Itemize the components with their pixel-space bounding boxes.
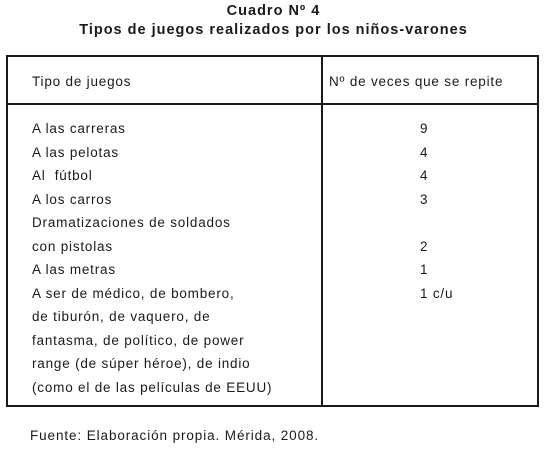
game-type-cell: A las carreras [32,121,126,136]
table-row [8,333,537,357]
table-row [8,356,537,380]
table-row [8,239,537,263]
table-title: Tipos de juegos realizados por los niños-varones [79,22,468,38]
header-repeat-count: Nº de veces que se repite [329,74,504,89]
game-type-cell: fantasma, de político, de power [32,332,245,348]
table-row [8,262,537,286]
count-cell: 3 [420,191,429,207]
count-cell: 4 [420,144,429,160]
game-type-cell: A los carros [32,191,113,207]
game-type-cell: Al fútbol [32,168,93,183]
count-cell: 1 c/u [420,285,454,301]
table-row [8,380,537,404]
table-row [8,145,537,169]
table-row [8,286,537,310]
games-table [6,55,539,407]
header-game-type: Tipo de juegos [32,74,132,89]
count-cell: 2 [420,238,429,254]
table-row [8,309,537,333]
table-row [8,215,537,239]
table-body [8,121,537,403]
table-row [8,192,537,216]
table-row [8,168,537,192]
count-cell: 1 [420,262,429,277]
game-type-cell: A las metras [32,262,116,277]
source-note: Fuente: Elaboración propia. Mérida, 2008. [30,428,320,443]
game-type-cell: Dramatizaciones de soldados [32,215,231,230]
game-type-cell: (como el de las películas de EEUU) [32,379,273,395]
game-type-cell: A ser de médico, de bombero, [32,285,235,301]
header-divider [8,103,537,105]
game-type-cell: con pistolas [32,238,113,254]
game-type-cell: range (de súper héroe), de indio [32,356,251,371]
count-cell: 4 [420,168,429,183]
count-cell: 9 [420,121,429,136]
game-type-cell: A las pelotas [32,144,119,160]
table-number: Cuadro Nº 4 [226,3,321,19]
table-row [8,121,537,145]
game-type-cell: de tiburón, de vaquero, de [32,309,211,324]
